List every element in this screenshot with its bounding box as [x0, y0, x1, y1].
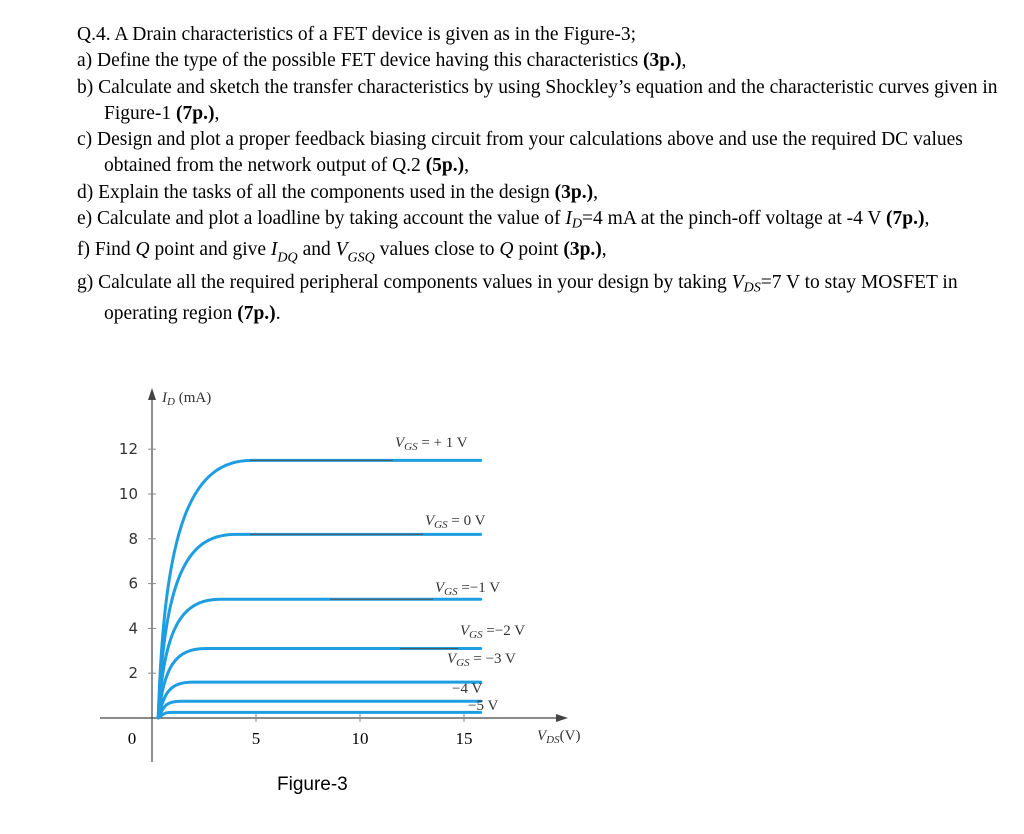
curve-label-sub: GS — [404, 441, 418, 453]
x-tick-label: 10 — [351, 729, 369, 748]
chart-labels — [161, 390, 580, 746]
x-axis-label-var: V — [537, 728, 547, 744]
x-axis-label-unit: (V) — [559, 728, 581, 744]
y-tick-label: 10 — [118, 485, 138, 503]
curve-label-sub: GS — [456, 657, 470, 669]
y-axis-label-sub: D — [167, 396, 175, 408]
curve-vgs--4V — [158, 701, 480, 718]
x-axis-label-sub: DS — [546, 734, 560, 746]
x-axis-label — [537, 728, 580, 746]
y-tick-label: 8 — [128, 529, 138, 548]
curve-label-var: V — [460, 623, 470, 639]
curve-label-var: V — [435, 580, 445, 596]
curve-label-sub: GS — [444, 586, 458, 598]
curve-label-vgs: −4 V — [452, 681, 483, 697]
question-title: Q.4. A Drain characteristics of a FET device is given as in the Figure-3; — [77, 24, 637, 45]
curve-label-var: V — [425, 513, 435, 529]
figure-caption: Figure-3 — [277, 774, 348, 795]
y-tick-label: 12 — [118, 440, 138, 459]
curve-label-vgs: −5 V — [468, 698, 499, 714]
curve-label-vgs — [395, 435, 468, 453]
curve-label-vgs — [425, 513, 486, 531]
curve-label-var: V — [395, 435, 405, 451]
curve-label-rest: = 0 V — [447, 513, 486, 529]
curve-label-rest: = −3 V — [469, 651, 516, 667]
question-part-d: d) Explain the tasks of all the components used in the design (3p.), — [77, 181, 598, 203]
x-axis-arrow — [556, 714, 568, 722]
question-part-b: b) Calculate and sketch the transfer characteristics by using Shockley’s equation and the characteristic curves given in Figure-1 (7p.), — [77, 76, 998, 124]
curve-label-vgs — [460, 623, 525, 641]
curve-label-rest: = + 1 V — [417, 435, 468, 451]
chart-curves — [158, 460, 483, 718]
y-tick-label: 2 — [128, 664, 138, 683]
question-part-c: c) Design and plot a proper feedback biasing circuit from your calculations above and use the required DC values obtained from the network output of Q.2 (5p.), — [77, 129, 963, 177]
question-part-g: g) Calculate all the required peripheral components values in your design by taking $V_{DS}=7$ V to stay MOSFET in operating region (7p.). — [77, 272, 958, 325]
curve-vgs-0V — [158, 534, 483, 718]
y-tick-label: 6 — [128, 574, 138, 593]
x-tick-label: 15 — [455, 729, 473, 748]
y-tick-label: 4 — [128, 619, 138, 638]
curve-label-var: V — [447, 651, 457, 667]
y-axis-arrow — [148, 388, 156, 400]
x-tick-label: 5 — [251, 729, 261, 748]
y-axis-label — [161, 390, 211, 408]
curve-label-rest: =−2 V — [482, 623, 526, 639]
question-part-e: e) Calculate and plot a loadline by taking account the value of $I_D=4$ mA at the pinch-off voltage at -4 V (7p.), — [77, 208, 930, 232]
curve-label-vgs — [447, 651, 516, 669]
curve-vgs--5V — [158, 712, 480, 718]
question-part-f: f) Find Q point and give $I_{DQ}$ and $V_{GSQ}$ values close to Q point (3p.), — [77, 238, 607, 266]
curve-label-rest: =−1 V — [457, 580, 501, 596]
curve-label-sub: GS — [469, 629, 483, 641]
y-axis-label-var: I — [162, 390, 167, 406]
curve-label-sub: GS — [434, 519, 448, 531]
y-axis-label-unit: (mA) — [174, 390, 212, 406]
question-part-a: a) Define the type of the possible FET device having this characteristics (3p.), — [77, 50, 687, 72]
x-tick-label: 0 — [127, 729, 137, 748]
curve-label-vgs — [435, 580, 500, 598]
curve-vgs-+1V — [158, 460, 483, 718]
